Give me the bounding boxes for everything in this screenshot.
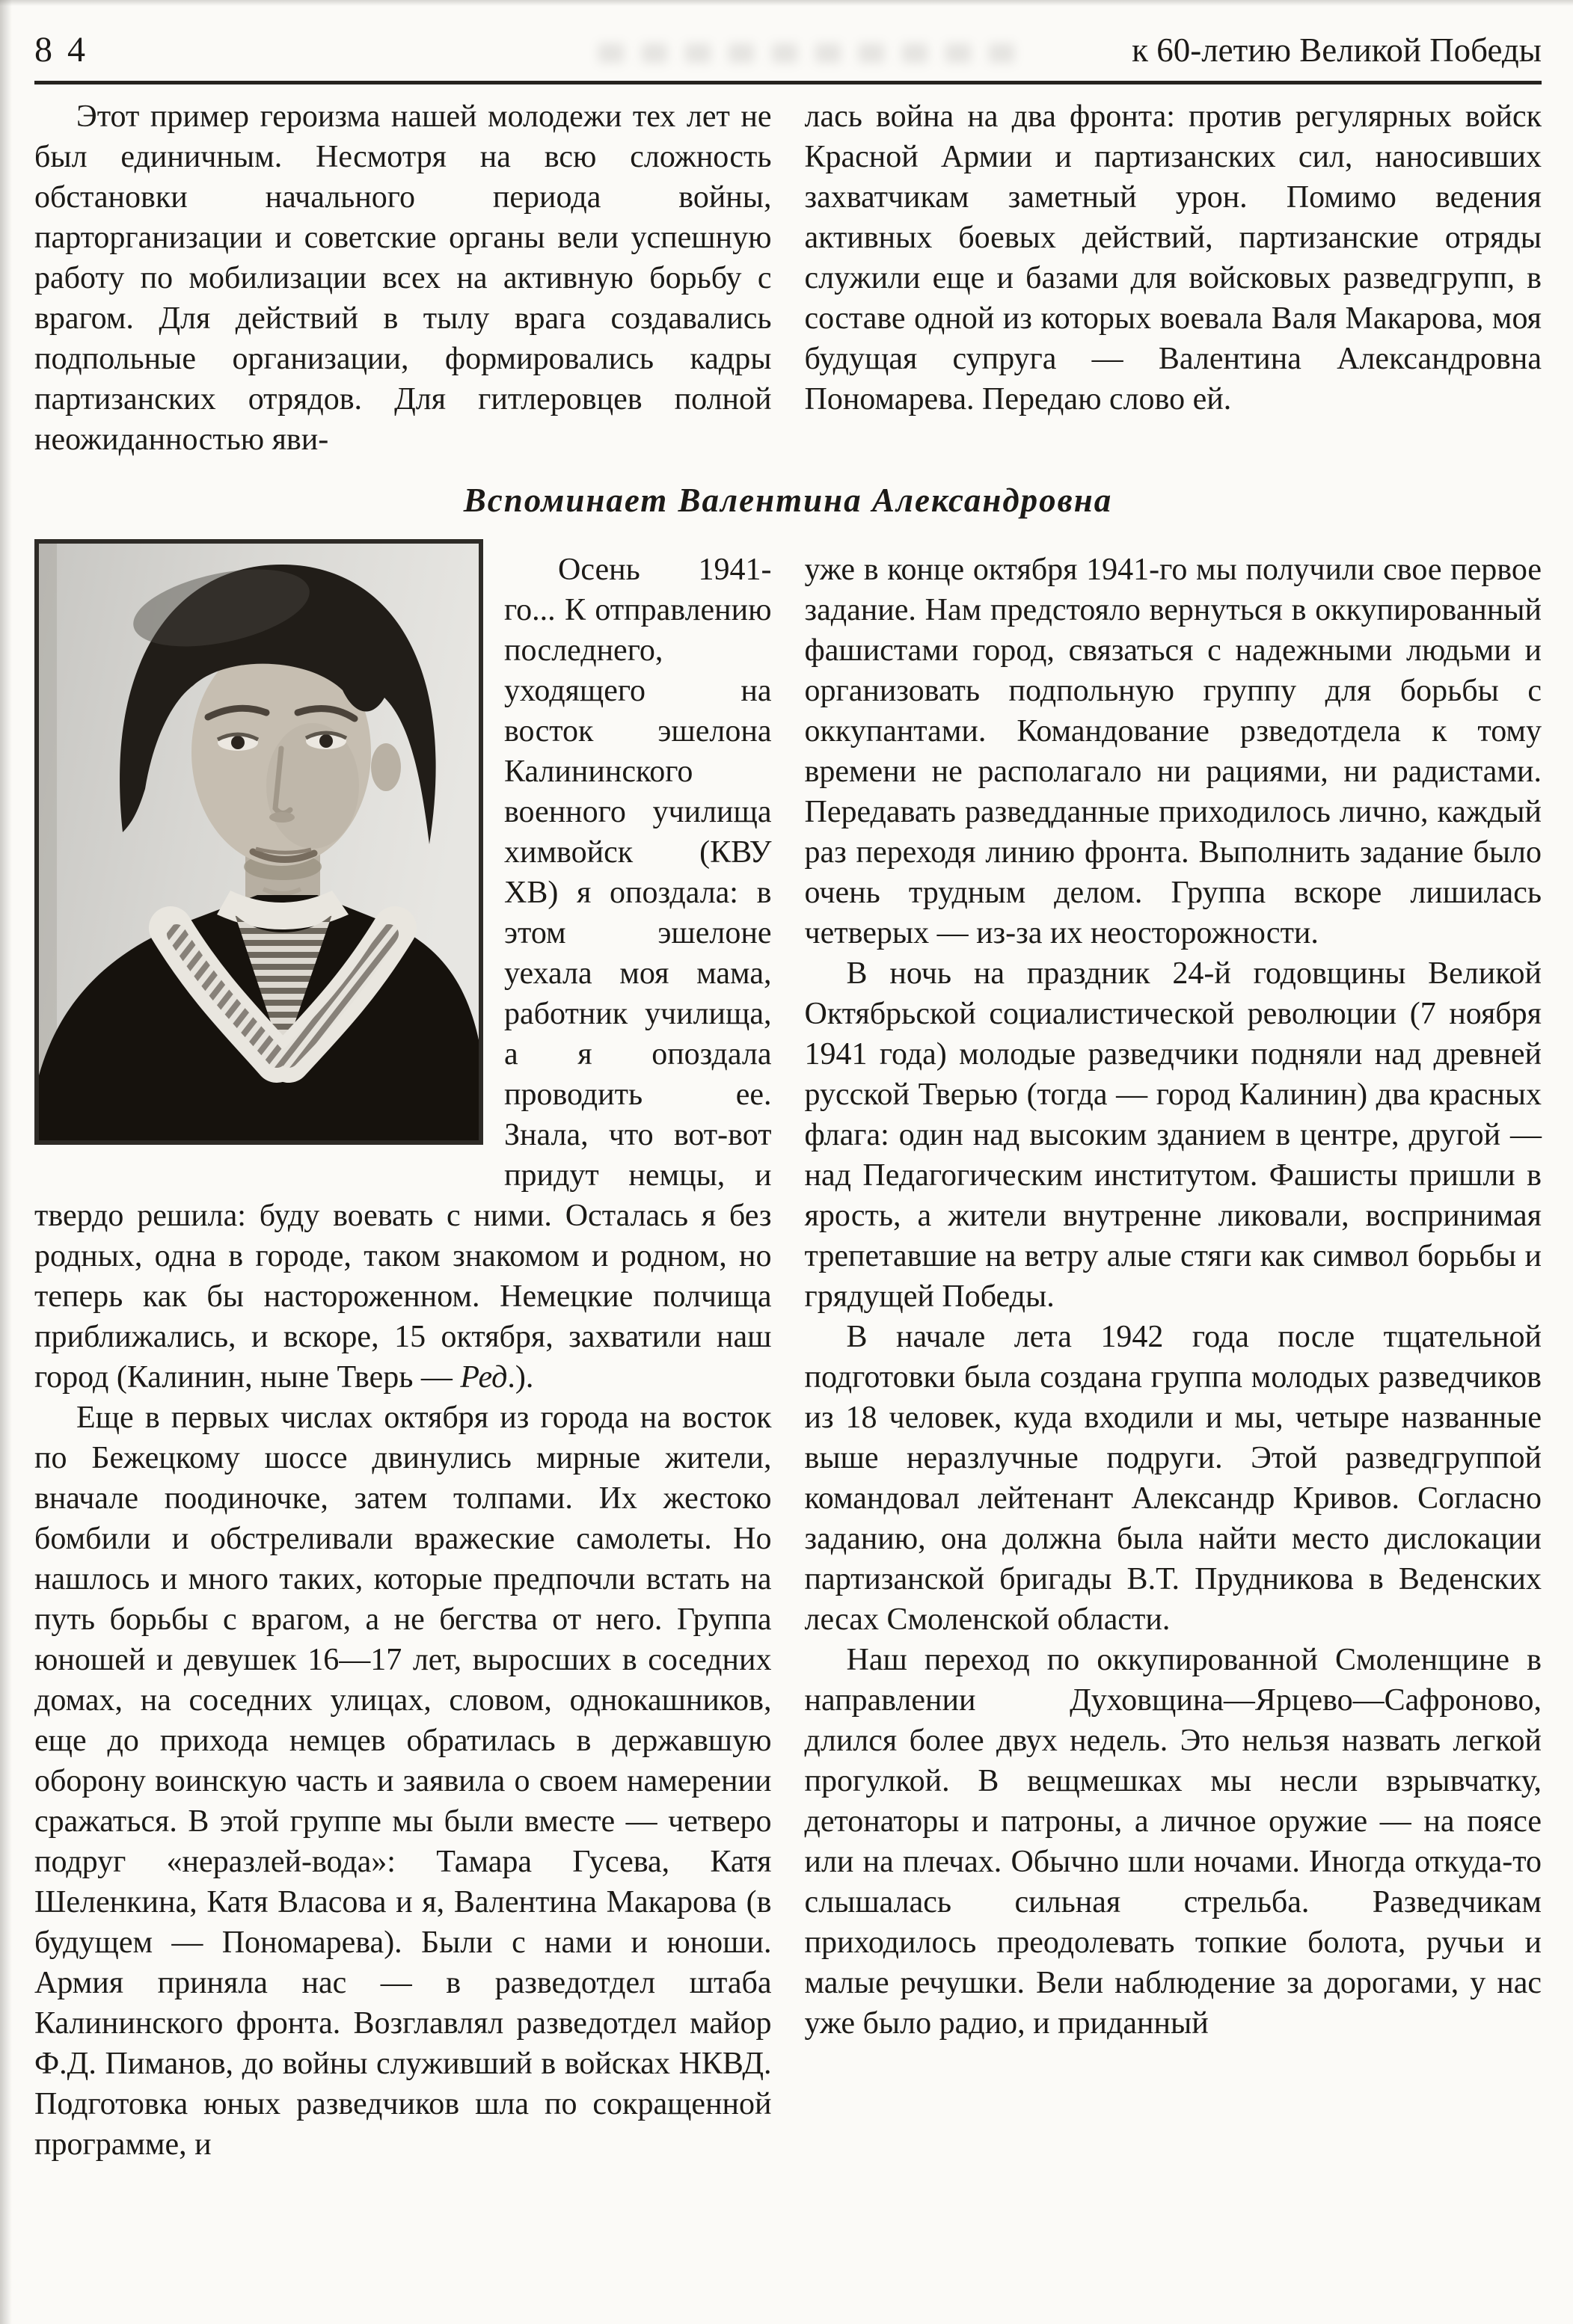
portrait-photo-drawing xyxy=(34,539,483,1145)
page-header xyxy=(34,30,1542,70)
memoir-paragraph-2: Еще в первых числах октября из города на восток по Бежецкому шоссе двинулись мирные жители, вначале поодиночке, затем толпами. Их жестоко бомбили и обстреливали вражеские самолеты. Но нашлось и много таких, которые предпочли встать на путь борьбы с врагом, а не бегства от него. Группа юношей и девушек 16—17 лет, выросших в соседних домах, на соседних улицах, словом, однокашников, еще до прихода немцев обратилась в державшую оборону воинскую часть и заявила о своем намерении сражаться. В этой группе мы были вместе — четверо подруг «неразлей-вода»: Тамара Гусева, Катя Шеленкина, Катя Власова и я, Валентина Макарова (в будущем — Пономарева). Были с нами и юноши. Армия приняла нас — в разведотдел штаба Калининского фронта. Возглавлял разведотдел майор Ф.Д. Пиманов, до войны служивший в войсках НКВД. Подготовка юных разведчиков шла по сокращенной программе, и xyxy=(34,1401,772,2162)
memoir-left-column xyxy=(34,550,772,2165)
intro-right-column xyxy=(805,96,1542,460)
memoir-right-column xyxy=(805,550,1542,2165)
memoir-paragraph-1-tail: .). xyxy=(507,1360,534,1395)
intro-paragraph-right: лась война на два фронта: против регулярных войск Красной Армии и партизанских сил, наносивших захватчикам заметный урон. Помимо ведения активных боевых действий, партизанские отряды служили еще и базами для войсковых разведгрупп, в составе одной из которых воевала Валя Макарова, моя будущая супруга — Валентина Александровна Пономарева. Передаю слово ей. xyxy=(804,99,1542,416)
memoir-paragraph-3: уже в конце октября 1941-го мы получили свое первое задание. Нам предстояло вернуться в оккупированный фашистами город, связаться с надежными людьми и организовать подпольную группу для борьбы с оккупантами. Командование рзведотдела к тому времени не располагало ни рациями, ни радистами. Передавать разведданные приходилось лично, каждый раз переходя линию фронта. Выполнить задание было очень трудным делом. Группа вскоре лишилась четверых — из-за их неосторожности. xyxy=(804,553,1542,950)
intro-paragraph-left: Этот пример героизма нашей молодежи тех лет не был единичным. Несмотря на всю сложность обстановки начального периода войны, парторганизации и советские органы вели успешную работу по мобилизации всех на активную борьбу с врагом. Для действий в тылу врага создавались подпольные организации, формировались кадры партизанских отрядов. Для гитлеровцев полной неожиданностью яви- xyxy=(34,99,772,457)
intro-section xyxy=(34,96,1542,460)
memoir-heading: Вспоминает Валентина Александровна xyxy=(463,482,1113,519)
memoir-paragraph-5: В начале лета 1942 года после тщательной подготовки была создана группа молодых разведчиков из 18 человек, куда входили и мы, четыре названные выше неразлучные подруги. Этой разведгруппой командовал лейтенант Александр Кривов. Согласно заданию, она должна была найти место дислокации партизанской бригады В.Т. Прудникова в Веденских лесах Смоленской области. xyxy=(804,1320,1542,1637)
intro-left-column xyxy=(34,96,772,460)
page-number: 84 xyxy=(34,30,100,70)
editor-note-italic: Ред xyxy=(460,1360,508,1395)
portrait-photo xyxy=(34,539,483,1145)
memoir-paragraph-1-text: Осень 1941-го... К отправлению последнего, уходящего на восток эшелона Калининского военного училища химвойск (КВУ ХВ) я опоздала: в этом эшелоне уехала моя мама, работник училища, а я опоздала проводить ее. Знала, что вот-вот придут немцы, и твердо решила: буду воевать с ними. Осталась я без родных, одна в городе, таком знакомом и родном, но теперь как бы настороженном. Немецкие полчища приближались, и вскоре, 15 октября, захватили наш город (Калинин, ныне Тверь — xyxy=(34,553,772,1395)
scan-edge-shadow-top xyxy=(0,0,1573,6)
memoir-section xyxy=(34,550,1542,2165)
header-rule xyxy=(34,81,1542,84)
memoir-paragraph-6: Наш переход по оккупированной Смоленщине в направлении Духовщина—Ярцево—Сафроново, длился более двух недель. Это нельзя назвать легкой прогулкой. В вещмешках мы несли взрывчатку, детонаторы и патроны, а личное оружие — на поясе или на плечах. Обычно шли ночами. Иногда откуда-то слышалась сильная стрельба. Разведчикам приходилось преодолевать топкие болота, ручьи и малые речушки. Вели наблюдение за дорогами, у нас уже было радио, и приданный xyxy=(804,1643,1542,2041)
running-title: к 60-летию Великой Победы xyxy=(1132,31,1542,69)
scan-edge-shadow-left xyxy=(0,0,12,2324)
memoir-paragraph-4: В ночь на праздник 24-й годовщины Великой Октябрьской социалистической революции (7 ноября 1941 года) молодые разведчики подняли над древней русской Тверью (тогда — город Калинин) два красных флага: один над высоким зданием в центре, другой — над Педагогическим институтом. Фашисты пришли в ярость, а жители внутренне ликовали, воспринимая трепетавшие на ветру алые стяги как символ борьбы и грядущей Победы. xyxy=(804,956,1542,1314)
